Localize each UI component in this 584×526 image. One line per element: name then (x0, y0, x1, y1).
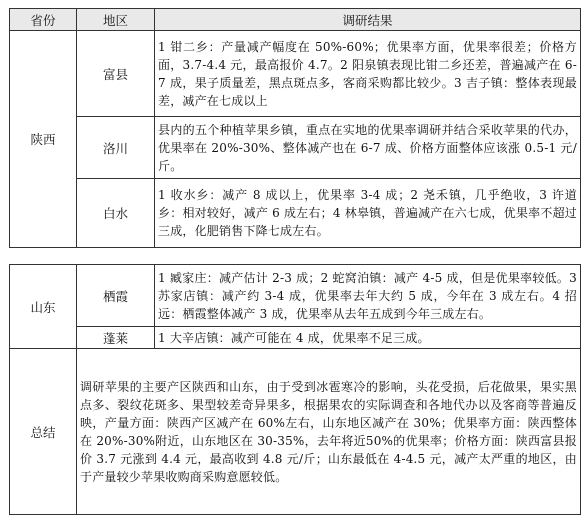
result-cell-penglai: 1 大辛店镇：减产可能在 4 成，优果率不足三成。 (155, 327, 581, 349)
result-cell-baishui: 1 收水乡：减产 8 成以上，优果率 3-4 成；2 尧禾镇，几乎绝收，3 许道乡：相对较好，减产 6 成左右；4 林皋镇，普遍减产在六七成，优果率不超过三成，化肥销售下降七成左右。 (155, 179, 581, 248)
table-shaanxi (9, 8, 581, 248)
table-row (10, 31, 581, 117)
region-cell-fuxian: 富县 (77, 31, 155, 117)
result-cell-luochuan: 县内的五个种植苹果乡镇，重点在实地的优果率调研并结合采收苹果的代办，优果率在 20%-30%、整体减产也在 6-7 成、价格方面整体应该涨 0.5-1 元/斤。 (155, 117, 581, 179)
region-cell-penglai: 蓬莱 (77, 327, 155, 349)
header-region: 地区 (77, 9, 155, 31)
table-row (10, 349, 581, 515)
result-cell-qixia: 1 臧家庄：减产估计 2-3 成；2 蛇窝泊镇：减产 4-5 成，但是优果率较低。3 苏家店镇：减产约 3-4 成，优果率去年大约 5 成，今年在 3 成左右。4 招远：栖霞整体减产 3 成，优果率从去年五成到今年三成左右。 (155, 265, 581, 327)
header-results: 调研结果 (155, 9, 581, 31)
table-row (10, 179, 581, 248)
region-cell-qixia: 栖霞 (77, 265, 155, 327)
region-cell-baishui: 白水 (77, 179, 155, 248)
summary-label: 总结 (10, 349, 77, 515)
province-cell-shaanxi: 陕西 (10, 31, 77, 248)
table-row (10, 327, 581, 349)
table-row (10, 265, 581, 327)
table-header-row (10, 9, 581, 31)
header-province: 省份 (10, 9, 77, 31)
region-cell-luochuan: 洛川 (77, 117, 155, 179)
table-row (10, 117, 581, 179)
province-cell-shandong: 山东 (10, 265, 77, 349)
result-cell-fuxian: 1 钳二乡：产量减产幅度在 50%-60%；优果率方面，优果率很差；价格方面，3.7-4.4 元，最高报价 4.7。2 阳泉镇表现比钳二乡还差，普遍减产在 6-7 成，果子质量差，黑点斑点多，客商采购都比较少。3 吉子镇：整体表现最差，减产在七成以上 (155, 31, 581, 117)
summary-text: 调研苹果的主要产区陕西和山东，由于受到冰雹寒冷的影响，头花受损，后花做果，果实黑点多、裂纹花斑多、果型较差奇异果多，根据果农的实际调查和各地代办以及客商等普遍反映，产量方面：陕西产区减产在 60%左右，山东地区减产在 30%；优果率方面：陕西整体在 20%-30%附近，山东地区在 30-35%，去年将近50%的优果率；价格方面：陕西富县报价 3.7 元涨到 4.4 元，最高收到 4.8 元/斤；山东最低在 4-4.5 元，减产太严重的地区，由于产量较少苹果收购商采购意愿较低。 (77, 349, 581, 515)
table-shandong (9, 264, 581, 515)
